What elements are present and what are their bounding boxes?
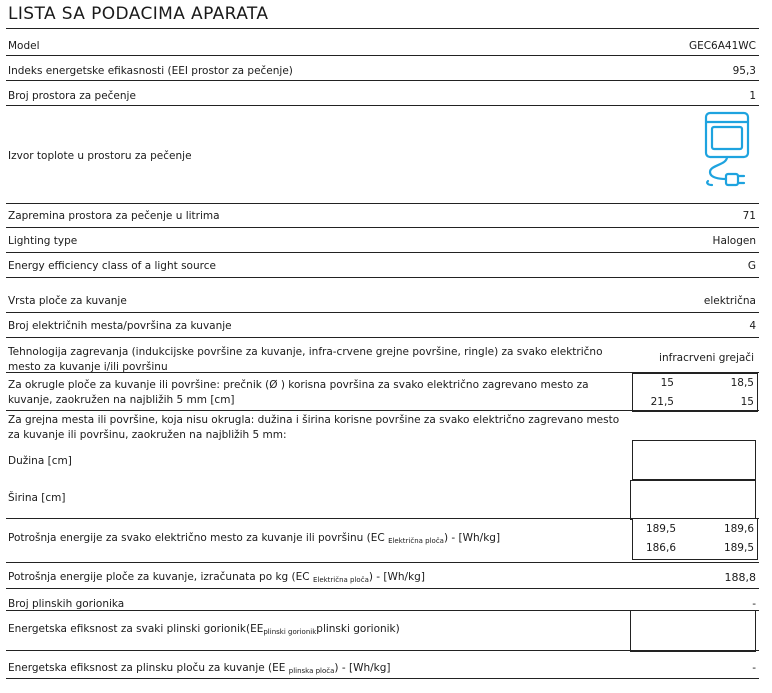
technology-label: Tehnologija zagrevanja (indukcijske površine za kuvanje, infra-crvene grejne površine, ringle) za svako električno mesto za kuvanje i/ili površinu xyxy=(8,346,603,373)
model-label: Model xyxy=(8,40,40,52)
gas-efficiency-box xyxy=(630,610,756,652)
ec-hob-value: 188,8 xyxy=(724,571,756,584)
model-value: GEC6A41WC xyxy=(688,40,756,52)
gas-hob-efficiency-subscript: plinska ploča xyxy=(288,667,335,675)
ec-zone-label: Potrošnja energije za svako električno mesto za kuvanje ili površinu (EC $_{Električna ploča}$) - [Wh/kg] xyxy=(8,532,501,545)
technology-value: infracrveni grejači xyxy=(659,352,754,364)
volume-label: Zapremina prostora za pečenje u litrima xyxy=(8,210,220,222)
length-label: Dužina [cm] xyxy=(8,455,72,467)
row-divider xyxy=(6,227,759,228)
hob-type-label: Vrsta ploče za kuvanje xyxy=(8,295,127,307)
row-divider xyxy=(6,277,759,278)
round-zones-label: Za okrugle ploče za kuvanje ili površine: prečnik (Ø ) korisna površina za svako električno zagrevano mesto za kuvanje, zaokružen na najbližih 5 mm [cm] xyxy=(8,379,589,406)
length-box xyxy=(632,440,756,480)
row-divider xyxy=(6,203,759,204)
ec-hob-subscript: Električna ploča xyxy=(312,576,369,584)
volume-value: 71 xyxy=(742,210,756,222)
width-label: Širina [cm] xyxy=(8,492,66,504)
cavities-value: 1 xyxy=(749,90,756,102)
round-zone-3-diameter: 21,5 xyxy=(650,396,674,408)
row-divider xyxy=(6,562,759,563)
round-zone-4-diameter: 15 xyxy=(740,396,754,408)
ec-zone-subscript: Električna ploča xyxy=(388,537,444,545)
width-box xyxy=(630,480,756,520)
row-divider xyxy=(6,588,759,589)
row-divider xyxy=(6,678,759,679)
gas-hob-efficiency-label: Energetska efiksnost za plinsku ploču za kuvanje (EE $_{plinska ploča}$) - [Wh/kg] xyxy=(8,662,391,675)
ec-zone-3: 186,6 xyxy=(645,542,676,554)
lighting-value: Halogen xyxy=(712,235,756,247)
eei-value: 95,3 xyxy=(732,65,756,77)
row-divider xyxy=(6,410,759,411)
gas-burners-label: Broj plinskih gorionika xyxy=(8,598,125,610)
heat-source-label: Izvor toplote u prostoru za pečenje xyxy=(8,150,192,162)
row-divider xyxy=(6,312,759,313)
row-divider xyxy=(6,80,759,81)
row-divider xyxy=(6,252,759,253)
gas-hob-efficiency-value: - xyxy=(752,662,756,674)
ec-zone-4: 189,5 xyxy=(723,542,754,554)
title-divider xyxy=(6,28,759,29)
hob-type-value: električna xyxy=(703,295,756,307)
light-class-label: Energy efficiency class of a light source xyxy=(8,260,216,272)
round-zone-1-diameter: 15 xyxy=(660,377,674,389)
lighting-label: Lighting type xyxy=(8,235,78,247)
gas-efficiency-label: Energetska efiksnost za svaki plinski $gorionik(EE_{plinski gorionik}plinski$ gorionik) xyxy=(8,623,400,636)
zones-value: 4 xyxy=(749,320,756,332)
row-divider xyxy=(6,650,759,651)
cavities-label: Broj prostora za pečenje xyxy=(8,90,136,102)
page-title: LISTA SA PODACIMA APARATA xyxy=(8,4,269,24)
zones-label: Broj električnih mesta/površina za kuvanje xyxy=(8,320,232,332)
row-divider xyxy=(6,337,759,338)
ec-hob-label: Potrošnja energije ploče za kuvanje, izračunata po kg (EC $_{Električna ploča}$) - [Wh/kg] xyxy=(8,571,425,584)
gas-efficiency-subscript: plinski gorionik xyxy=(263,628,317,636)
light-class-value: G xyxy=(747,260,756,272)
gas-burners-value: - xyxy=(752,598,756,610)
electric-oven-plug-icon xyxy=(702,111,754,199)
row-divider xyxy=(6,55,759,56)
non-round-label: Za grejna mesta ili površine, koja nisu okrugla: dužina i širina korisne površine za svako električno zagrevano mesto za kuvanje ili površinu, zaokružen na najbližih 5 mm: xyxy=(8,414,620,441)
ec-zone-2: 189,6 xyxy=(723,523,754,535)
ec-zone-1: 189,5 xyxy=(645,523,676,535)
eei-label: Indeks energetske efikasnosti (EEI prostor za pečenje) xyxy=(8,65,293,77)
row-divider xyxy=(6,105,759,106)
round-zone-2-diameter: 18,5 xyxy=(730,377,754,389)
